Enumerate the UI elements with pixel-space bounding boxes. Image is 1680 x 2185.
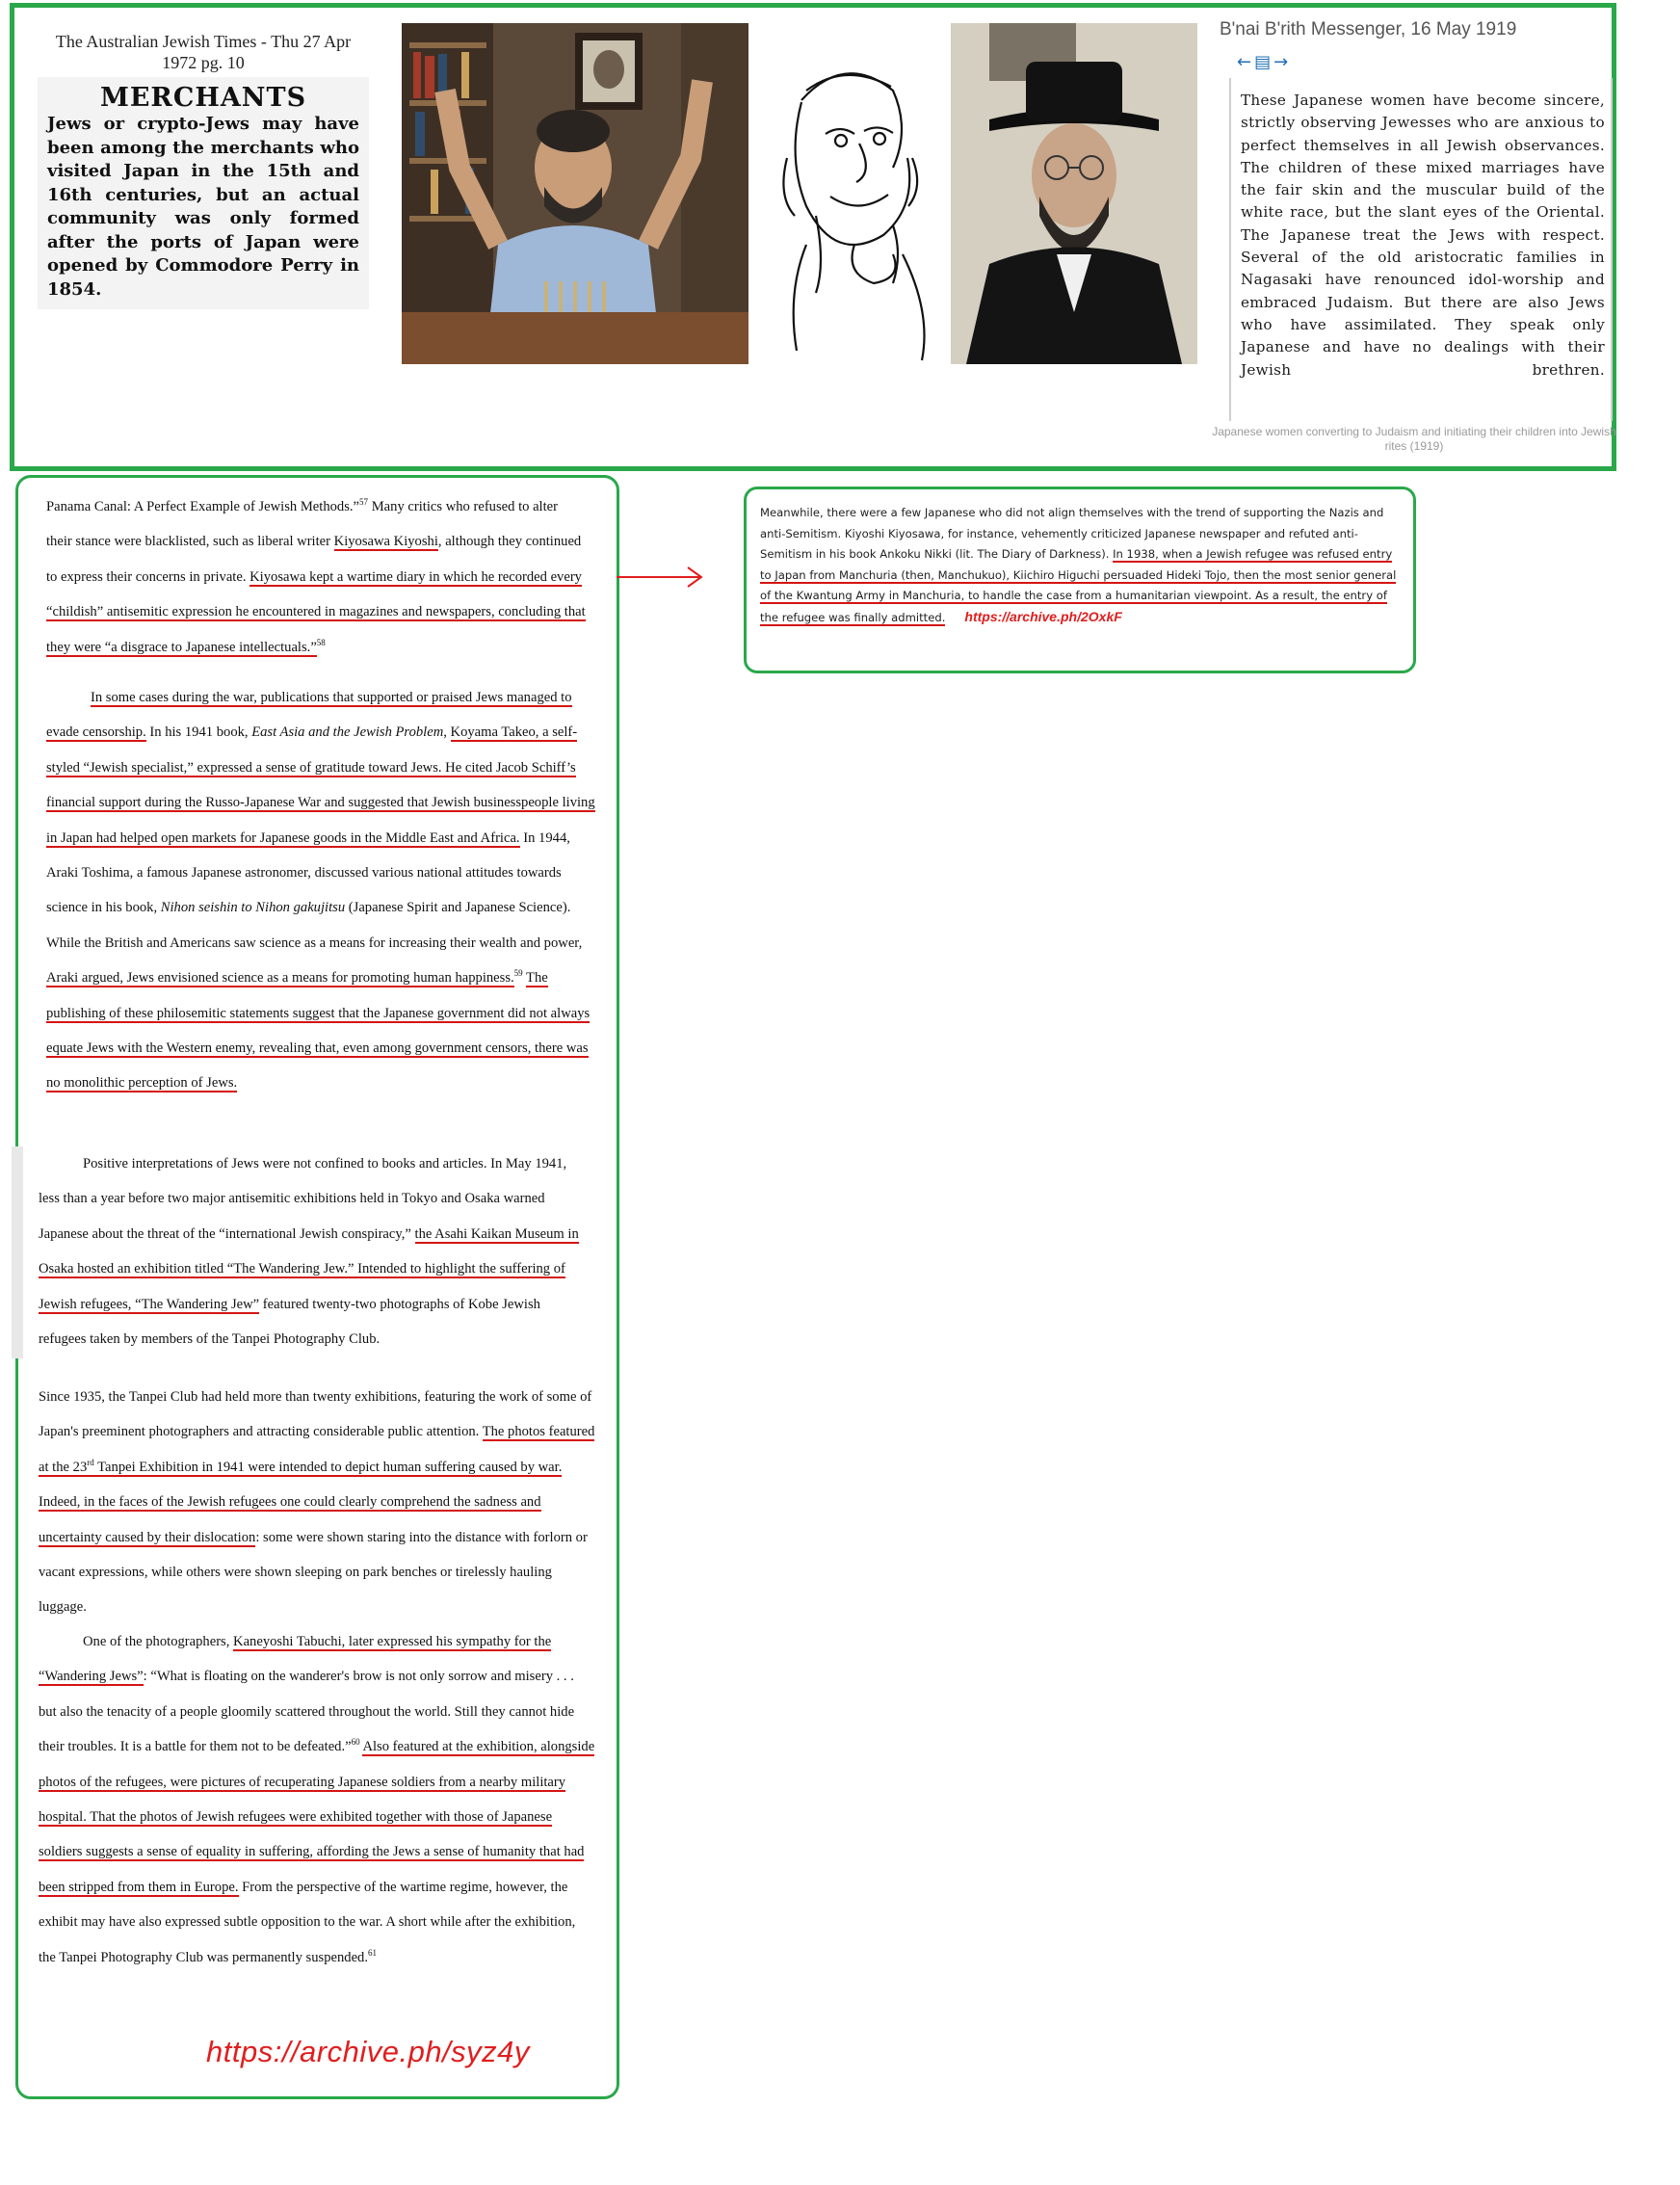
- footnote-marker: 59: [513, 968, 523, 979]
- excerpt-paragraph-1: Panama Canal: A Perfect Example of Jewish Methods.”$^{57}$ Many critics who refused to alter their stance were blacklisted, such as liberal writer Kiyosawa Kiyoshi, although they continued to express their concerns in private. Kiyosawa kept a wartime diary in which he recorded every “childish” antisemitic expression he encountered in magazines and newspapers, concluding that they were “a disgrace to Japanese intellectuals.”$^{58}$: [46, 497, 586, 655]
- footnote-marker: 60: [351, 1737, 360, 1748]
- excerpt-paragraph-5: One of the photographers, Kaneyoshi Tabuchi, later expressed his sympathy for the “Wandering Jews”: “What is floating on the wanderer's brow is not only sorrow and misery . . . but also the tenacity of a people gloomily scattered throughout the world. Still they cannot hide their troubles. It is a battle for them not to be defeated.”$^{60}$ Also featured at the exhibition, alongside photos of the refugees, were pictures of recuperating Japanese soldiers from a nearby military hospital. That the photos of Jewish refugees were exhibited together with those of Japanese soldiers suggests a sense of equality in suffering, affording the Jews a sense of humanity that had been stripped from them in Europe. From the perspective of the wartime regime, however, the exhibit may have also expressed subtle opposition to the war. A short while after the exhibition, the Tanpei Photography Club was permanently suspended.$^{61}$: [39, 1634, 595, 1965]
- underlined-text: Kaneyoshi Tabuchi, later expressed his sympathy for the “Wandering Jews”: [39, 1634, 552, 1685]
- footnote-marker: 58: [316, 637, 326, 647]
- bnai-brith-messenger-clipping: [1212, 19, 1616, 454]
- clipping-caption: Japanese women converting to Judaism and initiating their children into Jewish rites (1919): [1212, 425, 1616, 453]
- underlined-text: In 1938, when a Jewish refugee was refused entry to Japan from Manchuria (then, Manchukuo), Kiichiro Higuchi persuaded Hideki Tojo, then the most senior general of the Kwantung Army in Manchuria, to handle the case from a humanitarian viewpoint. As a result, the entry of the refugee was finally admitted.: [760, 547, 1397, 624]
- underlined-text: Araki argued, Jews envisioned science as a means for promoting human happiness.: [46, 970, 514, 987]
- underlined-text: The publishing of these philosemitic statements suggest that the Japanese government did not always equate Jews with the Western enemy, revealing that, even among government censors, there was no monolithic perception of Jews.: [46, 970, 591, 1092]
- newspaper-text: These Japanese women have become sincere, strictly observing Jewesses who are anxious to perfect themselves in all Jewish observances. The children of these mixed marriages have the fair skin and the muscular build of the white race, but the slant eyes of the Oriental. The Japanese treat the Jews with respect. Several of the old aristocratic families in Nagasaki have renounced idol-worship and embraced Judaism. But there are also Jews who have assimilated. They speak only Japanese and have no dealings with their Jewish brethren.: [1229, 78, 1613, 421]
- clipping-heading: MERCHANTS: [99, 83, 307, 113]
- underlined-text: Koyama Takeo, a self-styled “Jewish specialist,” expressed a sense of gratitude toward Jews. He cited Jacob Schiff’s financial support during the Russo-Japanese War and suggested that Jewish businesspeople living in Japan had helped open markets for Japanese goods in the Middle East and Africa.: [46, 724, 595, 846]
- red-arrow-icon: [615, 563, 705, 592]
- page-navigation-arrows-icon[interactable]: ←▤→: [1237, 52, 1292, 72]
- underlined-text: Also featured at the exhibition, alongside photos of the refugees, were pictures of recuperating Japanese soldiers from a nearby military hospital. That the photos of Jewish refugees were exhibited together with those of Japanese soldiers suggests a sense of equality in suffering, affording the Jews a sense of humanity that had been stripped from them in Europe.: [39, 1739, 595, 1895]
- excerpt-paragraph-2: In some cases during the war, publications that supported or praised Jews managed to evade censorship. In his 1941 book, East Asia and the Jewish Problem, Koyama Takeo, a self-styled “Jewish specialist,” expressed a sense of gratitude toward Jews. He cited Jacob Schiff’s financial support during the Russo-Japanese War and suggested that Jewish businesspeople living in Japan had helped open markets for Japanese goods in the Middle East and Africa. In 1944, Araki Toshima, a famous Japanese astronomer, discussed various national attitudes towards science in his book, Nihon seishin to Nihon gakujitsu (Japanese Spirit and Japanese Science). While the British and Americans saw science as a means for increasing their wealth and power, Araki argued, Jews envisioned science as a means for promoting human happiness.$^{59}$ The publishing of these philosemitic statements suggest that the Japanese government did not always equate Jews with the Western enemy, revealing that, even among government censors, there was no monolithic perception of Jews.: [46, 690, 595, 1092]
- clipping-text: Jews or crypto-Jews may have been among the merchants who visited Japan in the 15th and 16th centuries, but an actual community was only formed after the ports of Japan were opened by Commodore Perry in 1854.: [47, 114, 359, 300]
- footnote-marker: 57: [359, 497, 369, 508]
- archive-link-2oxkf[interactable]: https://archive.ph/2OxkF: [964, 608, 1122, 624]
- photo-rabbi-in-library: [402, 23, 748, 364]
- underlined-text: the Asahi Kaikan Museum in Osaka hosted an exhibition titled “The Wandering Jew.” Intended to highlight the suffering of Jewish refugees, “The Wandering Jew”: [39, 1225, 579, 1312]
- book-title: East Asia and the Jewish Problem: [251, 724, 444, 741]
- footnote-marker: 61: [368, 1947, 378, 1958]
- underlined-text: Kiyosawa Kiyoshi: [333, 534, 438, 550]
- clipping-title: B'nai B'rith Messenger, 16 May 1919: [1220, 19, 1517, 39]
- photo-rabbi-in-black-hat: [951, 23, 1197, 364]
- book-title: Nihon seishin to Nihon gakujitsu: [160, 900, 346, 916]
- australian-jewish-times-clipping: [38, 31, 369, 309]
- scan-edge: [12, 1146, 23, 1358]
- photo-collage: [402, 23, 1197, 364]
- cartoon-caricature-drawing: [748, 23, 951, 364]
- underlined-text: The photos featured at the 23rd Tanpei Exhibition in 1941 were intended to depict human suffering caused by war. Indeed, in the faces of the Jewish refugees one could clearly comprehend the sadness and uncertainty caused by their dislocation: [39, 1424, 595, 1545]
- top-clippings-panel: [10, 3, 1616, 471]
- note-text: Meanwhile, there were a few Japanese who did not align themselves with the trend of supporting the Nazis and anti-Semitism. Kiyoshi Kiyosawa, for instance, vehemently criticized Japanese newspaper and refuted anti-Semitism in his book Ankoku Nikki (lit. The Diary of Darkness).: [760, 506, 1384, 562]
- newspaper-clipping-image: [38, 77, 369, 309]
- note-panel: [744, 487, 1416, 673]
- underlined-text: In some cases during the war, publications that supported or praised Jews managed to evade censorship.: [46, 690, 572, 741]
- archive-link-syz4y[interactable]: https://archive.ph/syz4y: [206, 2035, 530, 2068]
- excerpt-paragraph-3: Positive interpretations of Jews were not confined to books and articles. In May 1941, less than a year before two major antisemitic exhibitions held in Tokyo and Osaka warned Japanese about the threat of the “international Jewish conspiracy,” the Asahi Kaikan Museum in Osaka hosted an exhibition titled “The Wandering Jew.” Intended to highlight the suffering of Jewish refugees, “The Wandering Jew” featured twenty-two photographs of Kobe Jewish refugees taken by members of the Tanpei Photography Club.: [39, 1156, 579, 1348]
- underlined-text: Kiyosawa kept a wartime diary in which he recorded every “childish” antisemitic expression he encountered in magazines and newspapers, concluding that they were “a disgrace to Japanese intellectuals.”: [46, 568, 586, 655]
- excerpt-paragraph-4: Since 1935, the Tanpei Club had held more than twenty exhibitions, featuring the work of some of Japan's preeminent photographers and attracting considerable public attention. The photos featured at the 23rd Tanpei Exhibition in 1941 were intended to depict human suffering caused by war. Indeed, in the faces of the Jewish refugees one could clearly comprehend the sadness and uncertainty caused by their dislocation: some were shown staring into the distance with forlorn or vacant expressions, while others were shown sleeping on park benches or tirelessly hauling luggage.: [39, 1389, 595, 1616]
- clipping-caption: The Australian Jewish Times - Thu 27 Apr 1972 pg. 10: [55, 32, 352, 72]
